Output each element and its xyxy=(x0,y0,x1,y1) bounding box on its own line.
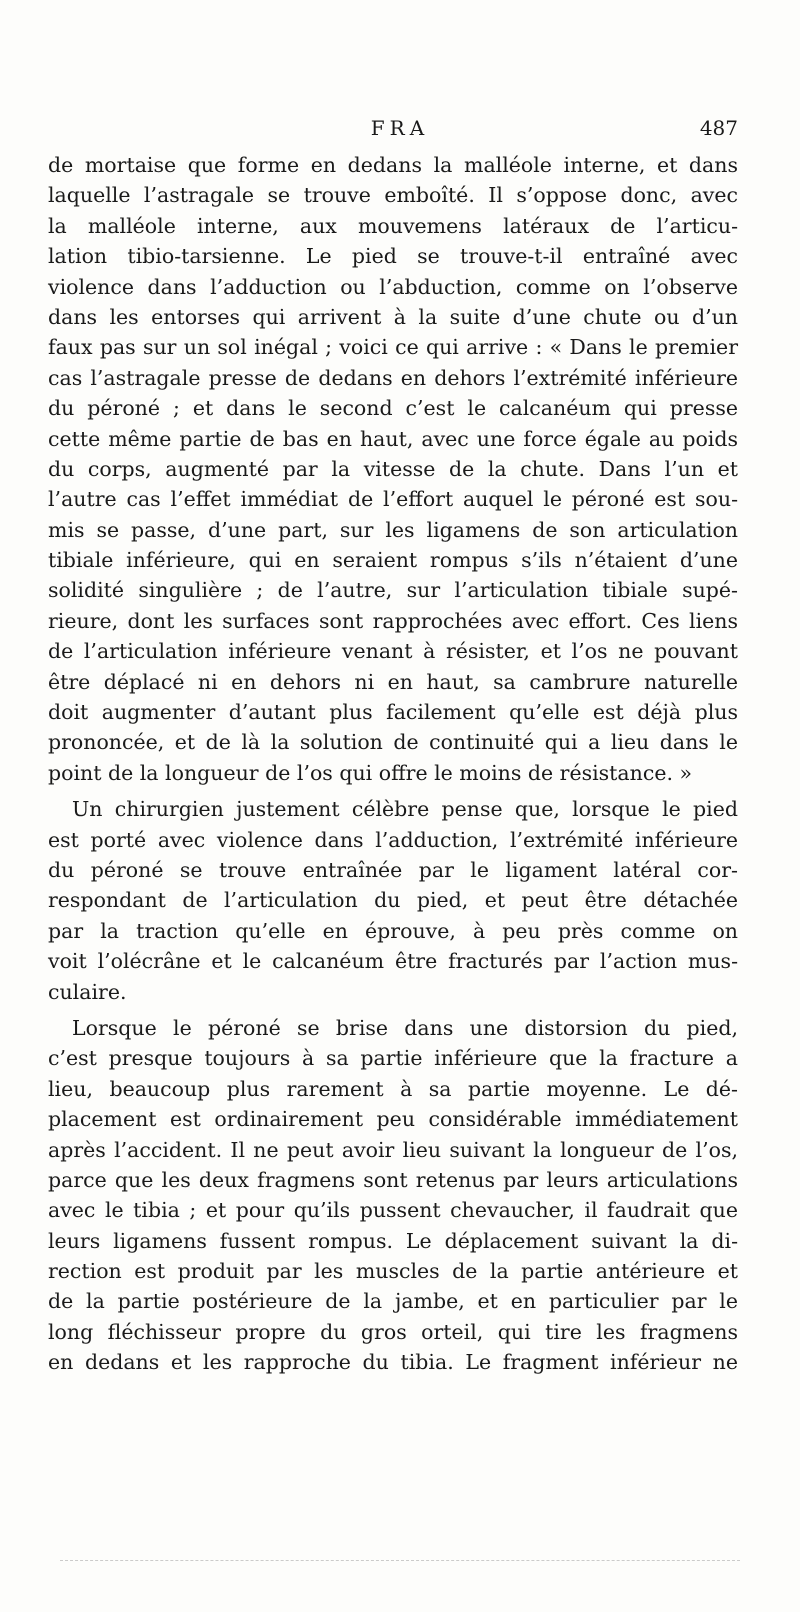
text-line: la malléole interne, aux mouvemens latéraux de l’articu- xyxy=(48,213,738,238)
text-line: rection est produit par les muscles de la partie antérieure et xyxy=(48,1259,738,1284)
text-line: culaire. xyxy=(48,979,127,1004)
text-line: avec le tibia ; et pour qu’ils pussent chevaucher, il faudrait que xyxy=(48,1198,738,1223)
text-line: point de la longueur de l’os qui offre le moins de résistance. » xyxy=(48,760,693,785)
text-line: rieure, dont les surfaces sont rapprochées avec effort. Ces liens xyxy=(48,608,738,633)
text-line: laquelle l’astragale se trouve emboîté. Il s’oppose donc, avec xyxy=(48,183,738,208)
body-text xyxy=(48,150,738,1378)
text-line: solidité singulière ; de l’autre, sur l’articulation tibiale supé- xyxy=(48,578,738,603)
text-line: mis se passe, d’une part, sur les ligamens de son articulation xyxy=(48,517,738,542)
text-line: Lorsque le péroné se brise dans une distorsion du pied, xyxy=(72,1015,738,1040)
text-line: lieu, beaucoup plus rarement à sa partie moyenne. Le dé- xyxy=(48,1076,738,1101)
paragraph xyxy=(48,794,738,1007)
text-line: de la partie postérieure de la jambe, et en particulier par le xyxy=(48,1289,738,1314)
text-line: l’autre cas l’effet immédiat de l’effort auquel le péroné est sou- xyxy=(48,487,738,512)
text-line: est porté avec violence dans l’adduction, l’extrémité inférieure xyxy=(48,827,738,852)
text-line: après l’accident. Il ne peut avoir lieu suivant la longueur de l’os, xyxy=(48,1137,738,1162)
running-head xyxy=(40,116,760,146)
footer-rule xyxy=(60,1560,740,1561)
text-line: respondant de l’articulation du pied, et peut être détachée xyxy=(48,888,738,913)
text-line: violence dans l’adduction ou l’abduction, comme on l’observe xyxy=(48,274,738,299)
text-line: placement est ordinairement peu considérable immédiatement xyxy=(48,1107,738,1132)
text-line: parce que les deux fragmens sont retenus par leurs articulations xyxy=(48,1167,738,1192)
text-line: tibiale inférieure, qui en seraient rompus s’ils n’étaient d’une xyxy=(48,548,738,573)
text-line: prononcée, et de là la solution de continuité qui a lieu dans le xyxy=(48,730,738,755)
text-line: du péroné se trouve entraînée par le ligament latéral cor- xyxy=(48,857,738,882)
text-line: voit l’olécrâne et le calcanéum être fracturés par l’action mus- xyxy=(48,949,738,974)
text-line: dans les entorses qui arrivent à la suite d’une chute ou d’un xyxy=(48,304,738,329)
text-line: c’est presque toujours à sa partie inférieure que la fracture a xyxy=(48,1046,738,1071)
text-line: doit augmenter d’autant plus facilement qu’elle est déjà plus xyxy=(48,700,738,725)
text-line: leurs ligamens fussent rompus. Le déplacement suivant la di- xyxy=(48,1228,738,1253)
text-line: du péroné ; et dans le second c’est le calcanéum qui presse xyxy=(48,396,738,421)
running-title: FRA xyxy=(370,116,430,140)
text-line: Un chirurgien justement célèbre pense que, lorsque le pied xyxy=(72,797,738,822)
text-line: long fléchisseur propre du gros orteil, qui tire les fragmens xyxy=(48,1319,738,1344)
paragraph xyxy=(48,1013,738,1378)
paragraph xyxy=(48,150,738,788)
page-number: 487 xyxy=(699,116,738,140)
text-line: en dedans et les rapproche du tibia. Le fragment inférieur ne xyxy=(48,1350,738,1375)
text-line: être déplacé ni en dehors ni en haut, sa cambrure naturelle xyxy=(48,669,738,694)
text-line: de mortaise que forme en dedans la malléole interne, et dans xyxy=(48,153,738,177)
text-line: par la traction qu’elle en éprouve, à peu près comme on xyxy=(48,918,738,943)
text-line: cette même partie de bas en haut, avec une force égale au poids xyxy=(48,426,738,451)
text-line: de l’articulation inférieure venant à résister, et l’os ne pouvant xyxy=(48,639,738,664)
text-line: cas l’astragale presse de dedans en dehors l’extrémité inférieure xyxy=(48,365,738,390)
text-line: du corps, augmenté par la vitesse de la chute. Dans l’un et xyxy=(48,456,738,481)
text-line: faux pas sur un sol inégal ; voici ce qui arrive : « Dans le premier xyxy=(48,335,738,360)
text-line: lation tibio-tarsienne. Le pied se trouve-t-il entraîné avec xyxy=(48,244,738,269)
